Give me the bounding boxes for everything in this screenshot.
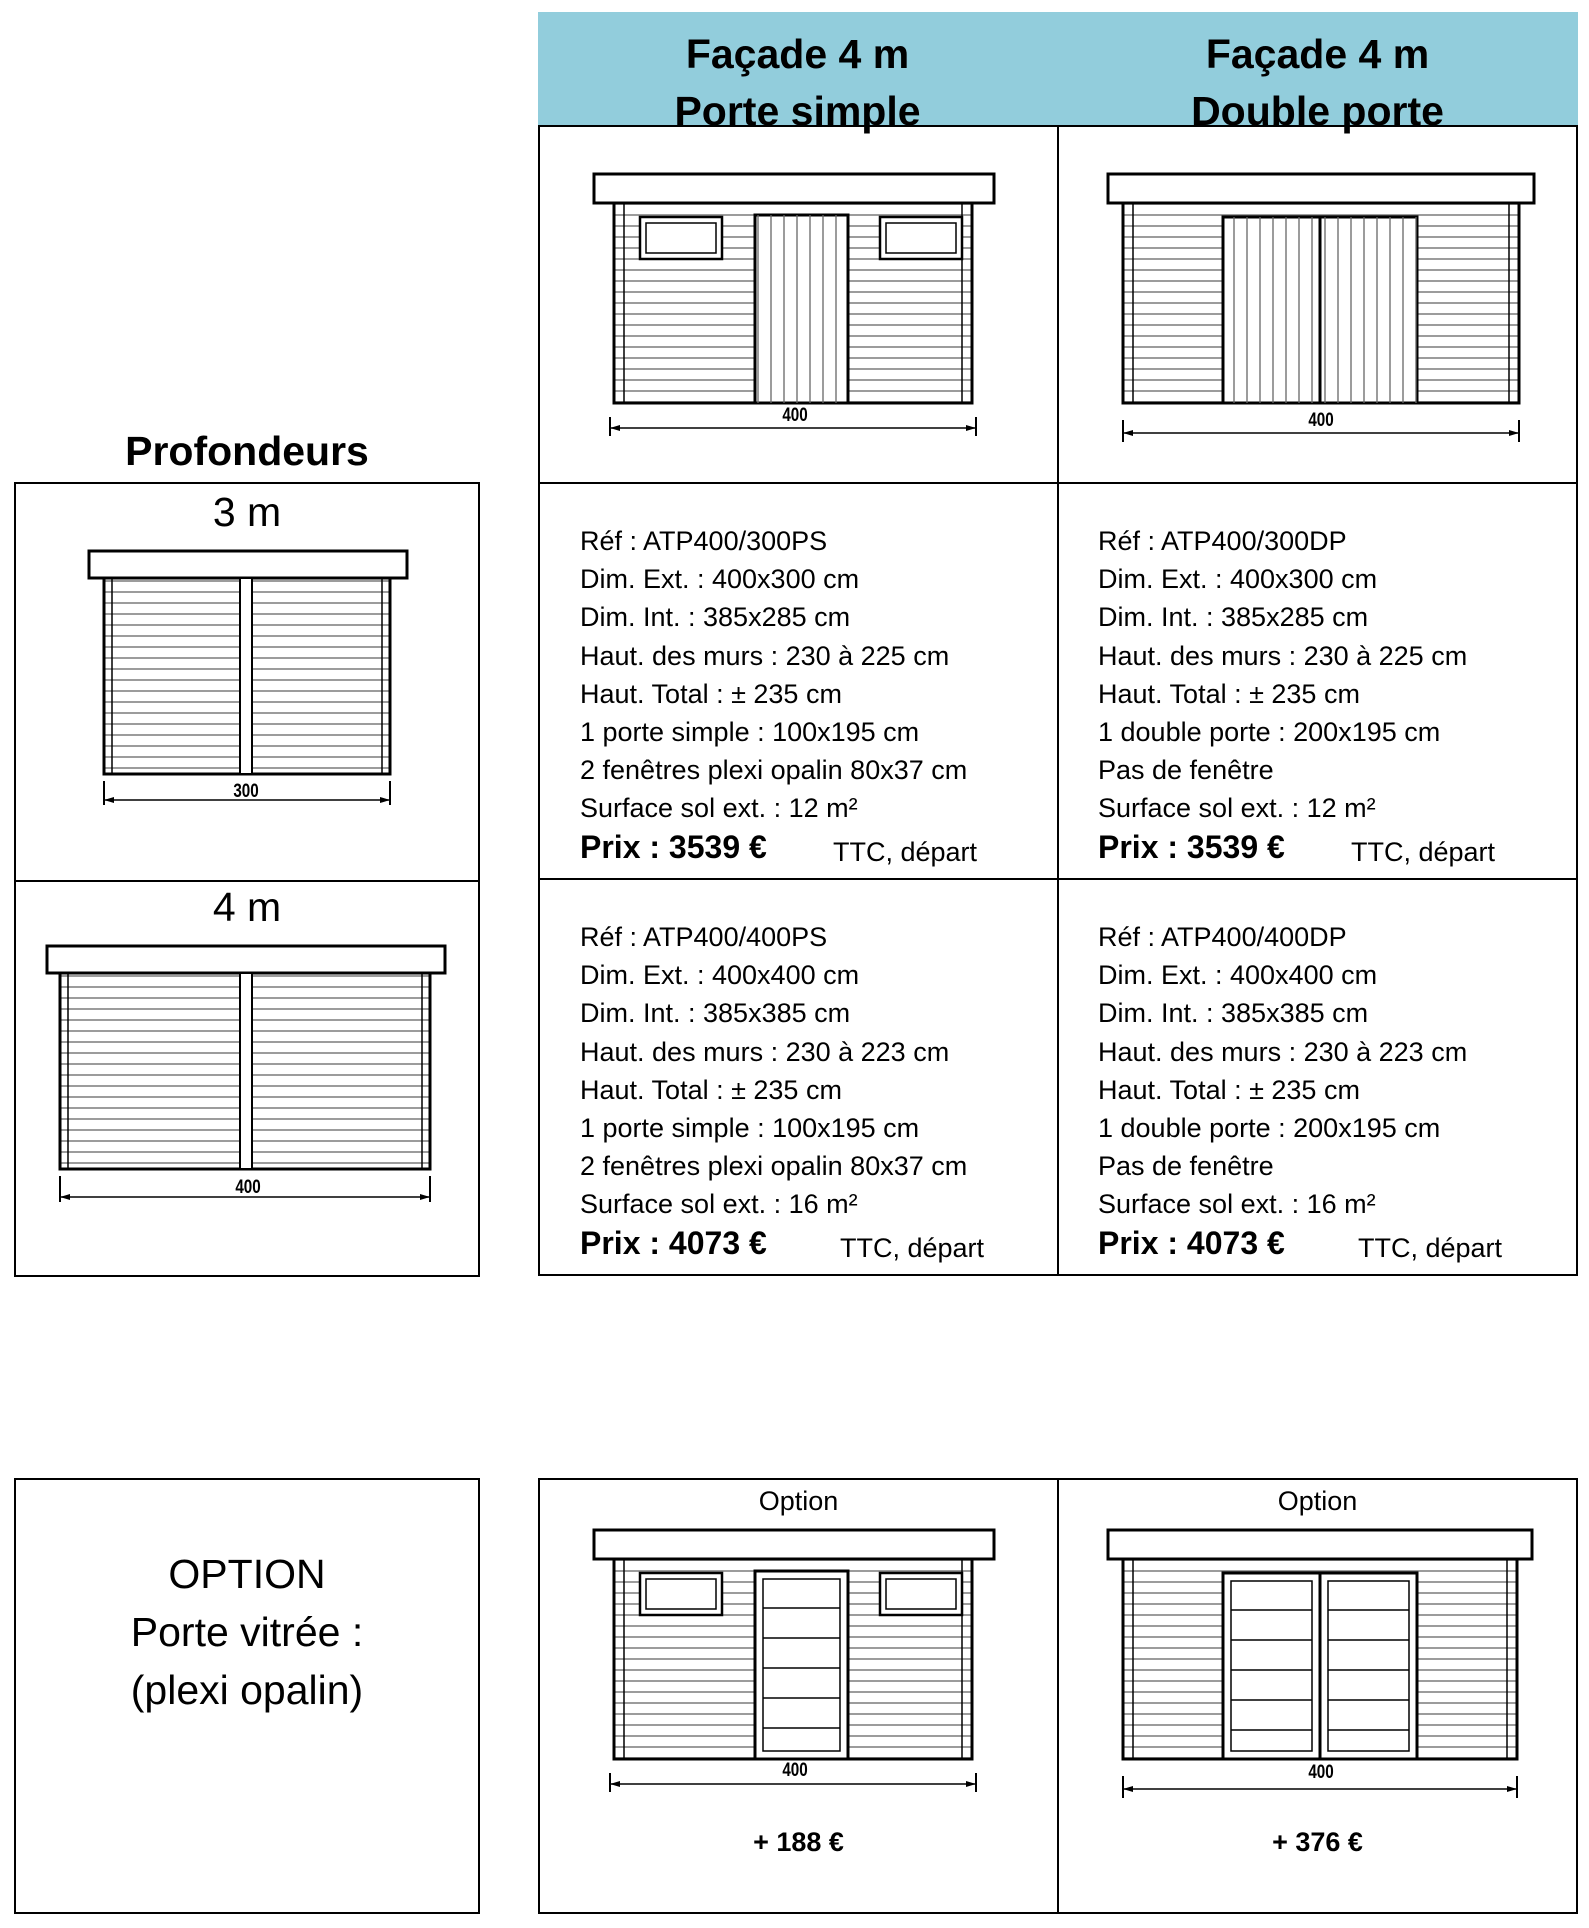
spec-line: Pas de fenêtre — [1098, 755, 1274, 786]
product-cell-atp400-400dp — [1098, 918, 1558, 1278]
price: Prix : 4073 € — [1098, 1225, 1285, 1261]
price-note: TTC, départ — [1358, 1233, 1503, 1263]
product-cell-atp400-300ps — [580, 522, 1040, 882]
column-title-line1: Façade 4 m — [1205, 31, 1430, 77]
spec-line: Réf : ATP400/300PS — [580, 526, 828, 556]
spec-line: Réf : ATP400/300DP — [1098, 526, 1347, 556]
facade-drawing-single-door — [590, 172, 1010, 462]
product-specs — [580, 918, 967, 1224]
spec-line: Haut. Total : ± 235 cm — [1098, 678, 1360, 709]
spec-line: Haut. Total : ± 235 cm — [580, 678, 842, 709]
spec-line: Haut. des murs : 230 à 225 cm — [1098, 640, 1468, 671]
option-price: + 376 € — [1272, 1827, 1363, 1857]
spec-line: 2 fenêtres plexi opalin 80x37 cm — [580, 1151, 968, 1182]
depths-heading: Profondeurs — [125, 428, 369, 474]
depth-label: 3 m — [212, 489, 282, 535]
spec-line: Haut. Total : ± 235 cm — [580, 1074, 842, 1105]
spec-line: Réf : ATP400/400DP — [1098, 922, 1347, 952]
spec-line: 2 fenêtres plexi opalin 80x37 cm — [580, 755, 968, 786]
spec-line: Dim. Int. : 385x285 cm — [580, 602, 851, 633]
dimension-label: 400 — [782, 405, 808, 426]
spec-line: 1 porte simple : 100x195 cm — [580, 717, 920, 748]
column-title-line1: Façade 4 m — [685, 31, 910, 77]
product-cell-atp400-400ps — [580, 918, 1040, 1278]
spec-line: Surface sol ext. : 12 m² — [580, 793, 858, 824]
dimension-label: 400 — [235, 1177, 261, 1198]
price-row — [580, 829, 978, 867]
dimension-label: 400 — [1308, 410, 1334, 431]
shed-side-3m-icon — [86, 549, 426, 809]
option-table — [538, 1478, 1578, 1914]
spec-line: Pas de fenêtre — [1098, 1151, 1274, 1182]
facade-drawing-double-door — [1105, 172, 1545, 462]
spec-line: Dim. Ext. : 400x300 cm — [1098, 564, 1378, 595]
product-table — [538, 125, 1578, 1276]
product-specs — [580, 522, 967, 828]
price: Prix : 4073 € — [580, 1225, 767, 1261]
spec-line: Dim. Ext. : 400x400 cm — [580, 960, 860, 991]
option-price: + 188 € — [753, 1827, 844, 1857]
column-header-bar — [538, 12, 1578, 134]
dimension-label: 400 — [782, 1760, 808, 1781]
option-label: Option — [1277, 1486, 1358, 1516]
spec-line: 1 double porte : 200x195 cm — [1098, 717, 1441, 748]
price-row — [1098, 829, 1496, 867]
option-label: Option — [758, 1486, 839, 1516]
product-specs — [1098, 522, 1467, 828]
spec-line: Haut. des murs : 230 à 223 cm — [1098, 1036, 1468, 1067]
spec-line: Haut. des murs : 230 à 225 cm — [580, 640, 950, 671]
column-title-line2: Porte simple — [674, 88, 921, 134]
price-note: TTC, départ — [833, 837, 978, 867]
product-specs — [1098, 918, 1467, 1224]
dimension-label: 300 — [233, 781, 259, 802]
option-material: (plexi opalin) — [130, 1667, 364, 1713]
price: Prix : 3539 € — [1098, 829, 1285, 865]
depth-row-3m — [16, 484, 478, 880]
spec-line: Dim. Int. : 385x385 cm — [580, 998, 851, 1029]
column-header-single-door — [538, 12, 1057, 134]
column-header-double-door — [1057, 12, 1578, 134]
dimension-label: 400 — [1308, 1762, 1334, 1783]
spec-line: Dim. Ext. : 400x300 cm — [580, 564, 860, 595]
spec-line: Haut. des murs : 230 à 223 cm — [580, 1036, 950, 1067]
price-note: TTC, départ — [1351, 837, 1496, 867]
depth-label: 4 m — [212, 884, 282, 930]
table-divider — [1057, 127, 1059, 1274]
price-row — [1098, 1225, 1503, 1263]
spec-line: Dim. Ext. : 400x400 cm — [1098, 960, 1378, 991]
option-description-box — [14, 1478, 480, 1914]
spec-line: Réf : ATP400/400PS — [580, 922, 828, 952]
depth-row-4m — [16, 882, 478, 1275]
price-row — [580, 1225, 985, 1263]
table-divider — [540, 482, 1576, 484]
spec-line: Dim. Int. : 385x385 cm — [1098, 998, 1369, 1029]
spec-line: Surface sol ext. : 16 m² — [580, 1189, 858, 1220]
spec-line: Surface sol ext. : 16 m² — [1098, 1189, 1376, 1220]
spec-line: Haut. Total : ± 235 cm — [1098, 1074, 1360, 1105]
spec-line: 1 double porte : 200x195 cm — [1098, 1113, 1441, 1144]
spec-line: Surface sol ext. : 12 m² — [1098, 793, 1376, 824]
option-cell-single-door — [540, 1480, 1057, 1912]
spec-line: Dim. Int. : 385x285 cm — [1098, 602, 1369, 633]
depths-table — [14, 482, 480, 1277]
column-title-line2: Double porte — [1191, 88, 1444, 134]
product-cell-atp400-300dp — [1098, 522, 1558, 882]
spec-line: 1 porte simple : 100x195 cm — [580, 1113, 920, 1144]
option-subtitle: Porte vitrée : — [130, 1609, 364, 1655]
price: Prix : 3539 € — [580, 829, 767, 865]
price-note: TTC, départ — [840, 1233, 985, 1263]
option-cell-double-door — [1059, 1480, 1576, 1912]
shed-side-4m-icon — [44, 944, 464, 1214]
option-title: OPTION — [168, 1551, 326, 1597]
